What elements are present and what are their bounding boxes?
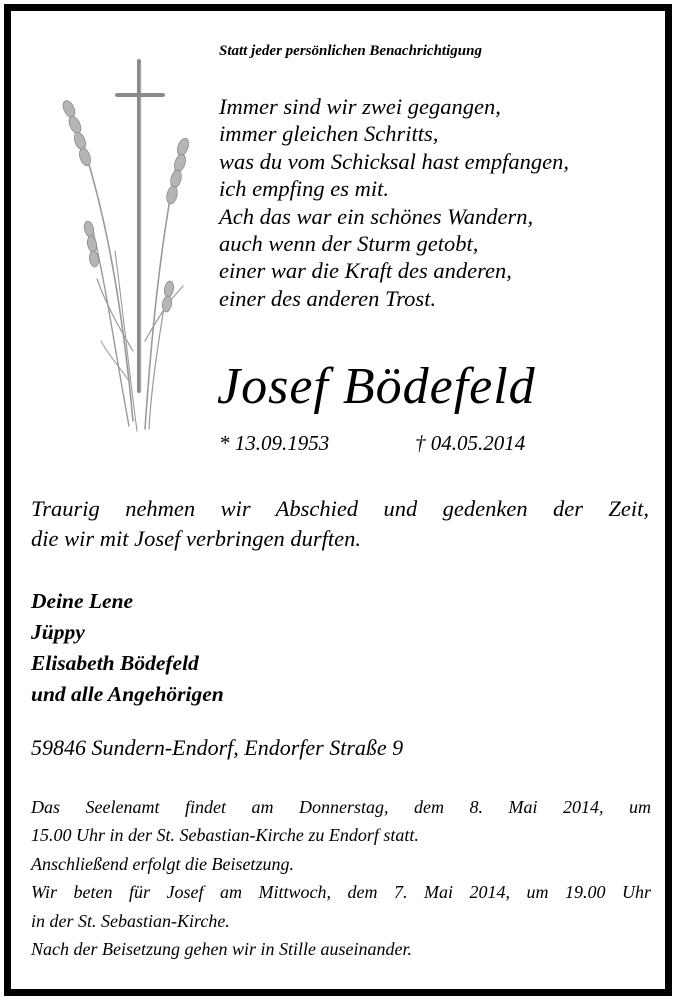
service-line: Wir beten für Josef am Mittwoch, dem 7. Mai 2014, um 19.00 Uhr xyxy=(31,882,651,903)
poem-line: einer des anderen Trost. xyxy=(219,285,437,311)
poem-line: Ach das war ein schönes Wandern, xyxy=(219,203,534,229)
family-member: Elisabeth Bödefeld xyxy=(31,651,199,675)
service-info xyxy=(31,793,651,963)
service-line: Nach der Beisetzung gehen wir in Stille auseinander. xyxy=(31,939,412,960)
poem xyxy=(219,93,569,312)
family-member: Deine Lene xyxy=(31,589,134,613)
poem-line: Immer sind wir zwei gegangen, xyxy=(219,94,501,119)
death-date: † 04.05.2014 xyxy=(415,431,526,455)
obituary-frame xyxy=(4,4,672,996)
poem-line: auch wenn der Sturm getobt, xyxy=(219,231,479,257)
birth-date: * 13.09.1953 xyxy=(219,431,330,455)
service-line: Anschließend erfolgt die Beisetzung. xyxy=(31,853,294,874)
cross-with-wheat-ears-icon xyxy=(45,51,205,441)
service-line: in der St. Sebastian-Kirche. xyxy=(31,910,230,931)
mourning-line: die wir mit Josef verbringen durften. xyxy=(31,526,361,551)
mourning-line: Traurig nehmen wir Abschied und gedenken der Zeit, xyxy=(31,496,649,521)
address: 59846 Sundern-Endorf, Endorfer Straße 9 xyxy=(31,735,404,760)
service-line: 15.00 Uhr in der St. Sebastian-Kirche zu Endorf statt. xyxy=(31,825,419,846)
deceased-name: Josef Bödefeld xyxy=(217,358,536,415)
life-dates xyxy=(219,431,526,456)
family-member: Jüppy xyxy=(31,620,85,644)
service-line: Das Seelenamt findet am Donnerstag, dem 8. Mai 2014, um xyxy=(31,797,651,817)
poem-line: einer war die Kraft des anderen, xyxy=(219,258,512,284)
family-member: und alle Angehörigen xyxy=(31,682,224,706)
family-signatures xyxy=(31,586,224,710)
intro-line: Statt jeder persönlichen Benachrichtigung xyxy=(219,43,482,59)
poem-line: was du vom Schicksal hast empfangen, xyxy=(219,148,569,174)
poem-line: ich empfing es mit. xyxy=(219,176,389,202)
obituary-content xyxy=(11,11,665,989)
mourning-text xyxy=(31,494,649,554)
poem-line: immer gleichen Schritts, xyxy=(219,121,439,147)
